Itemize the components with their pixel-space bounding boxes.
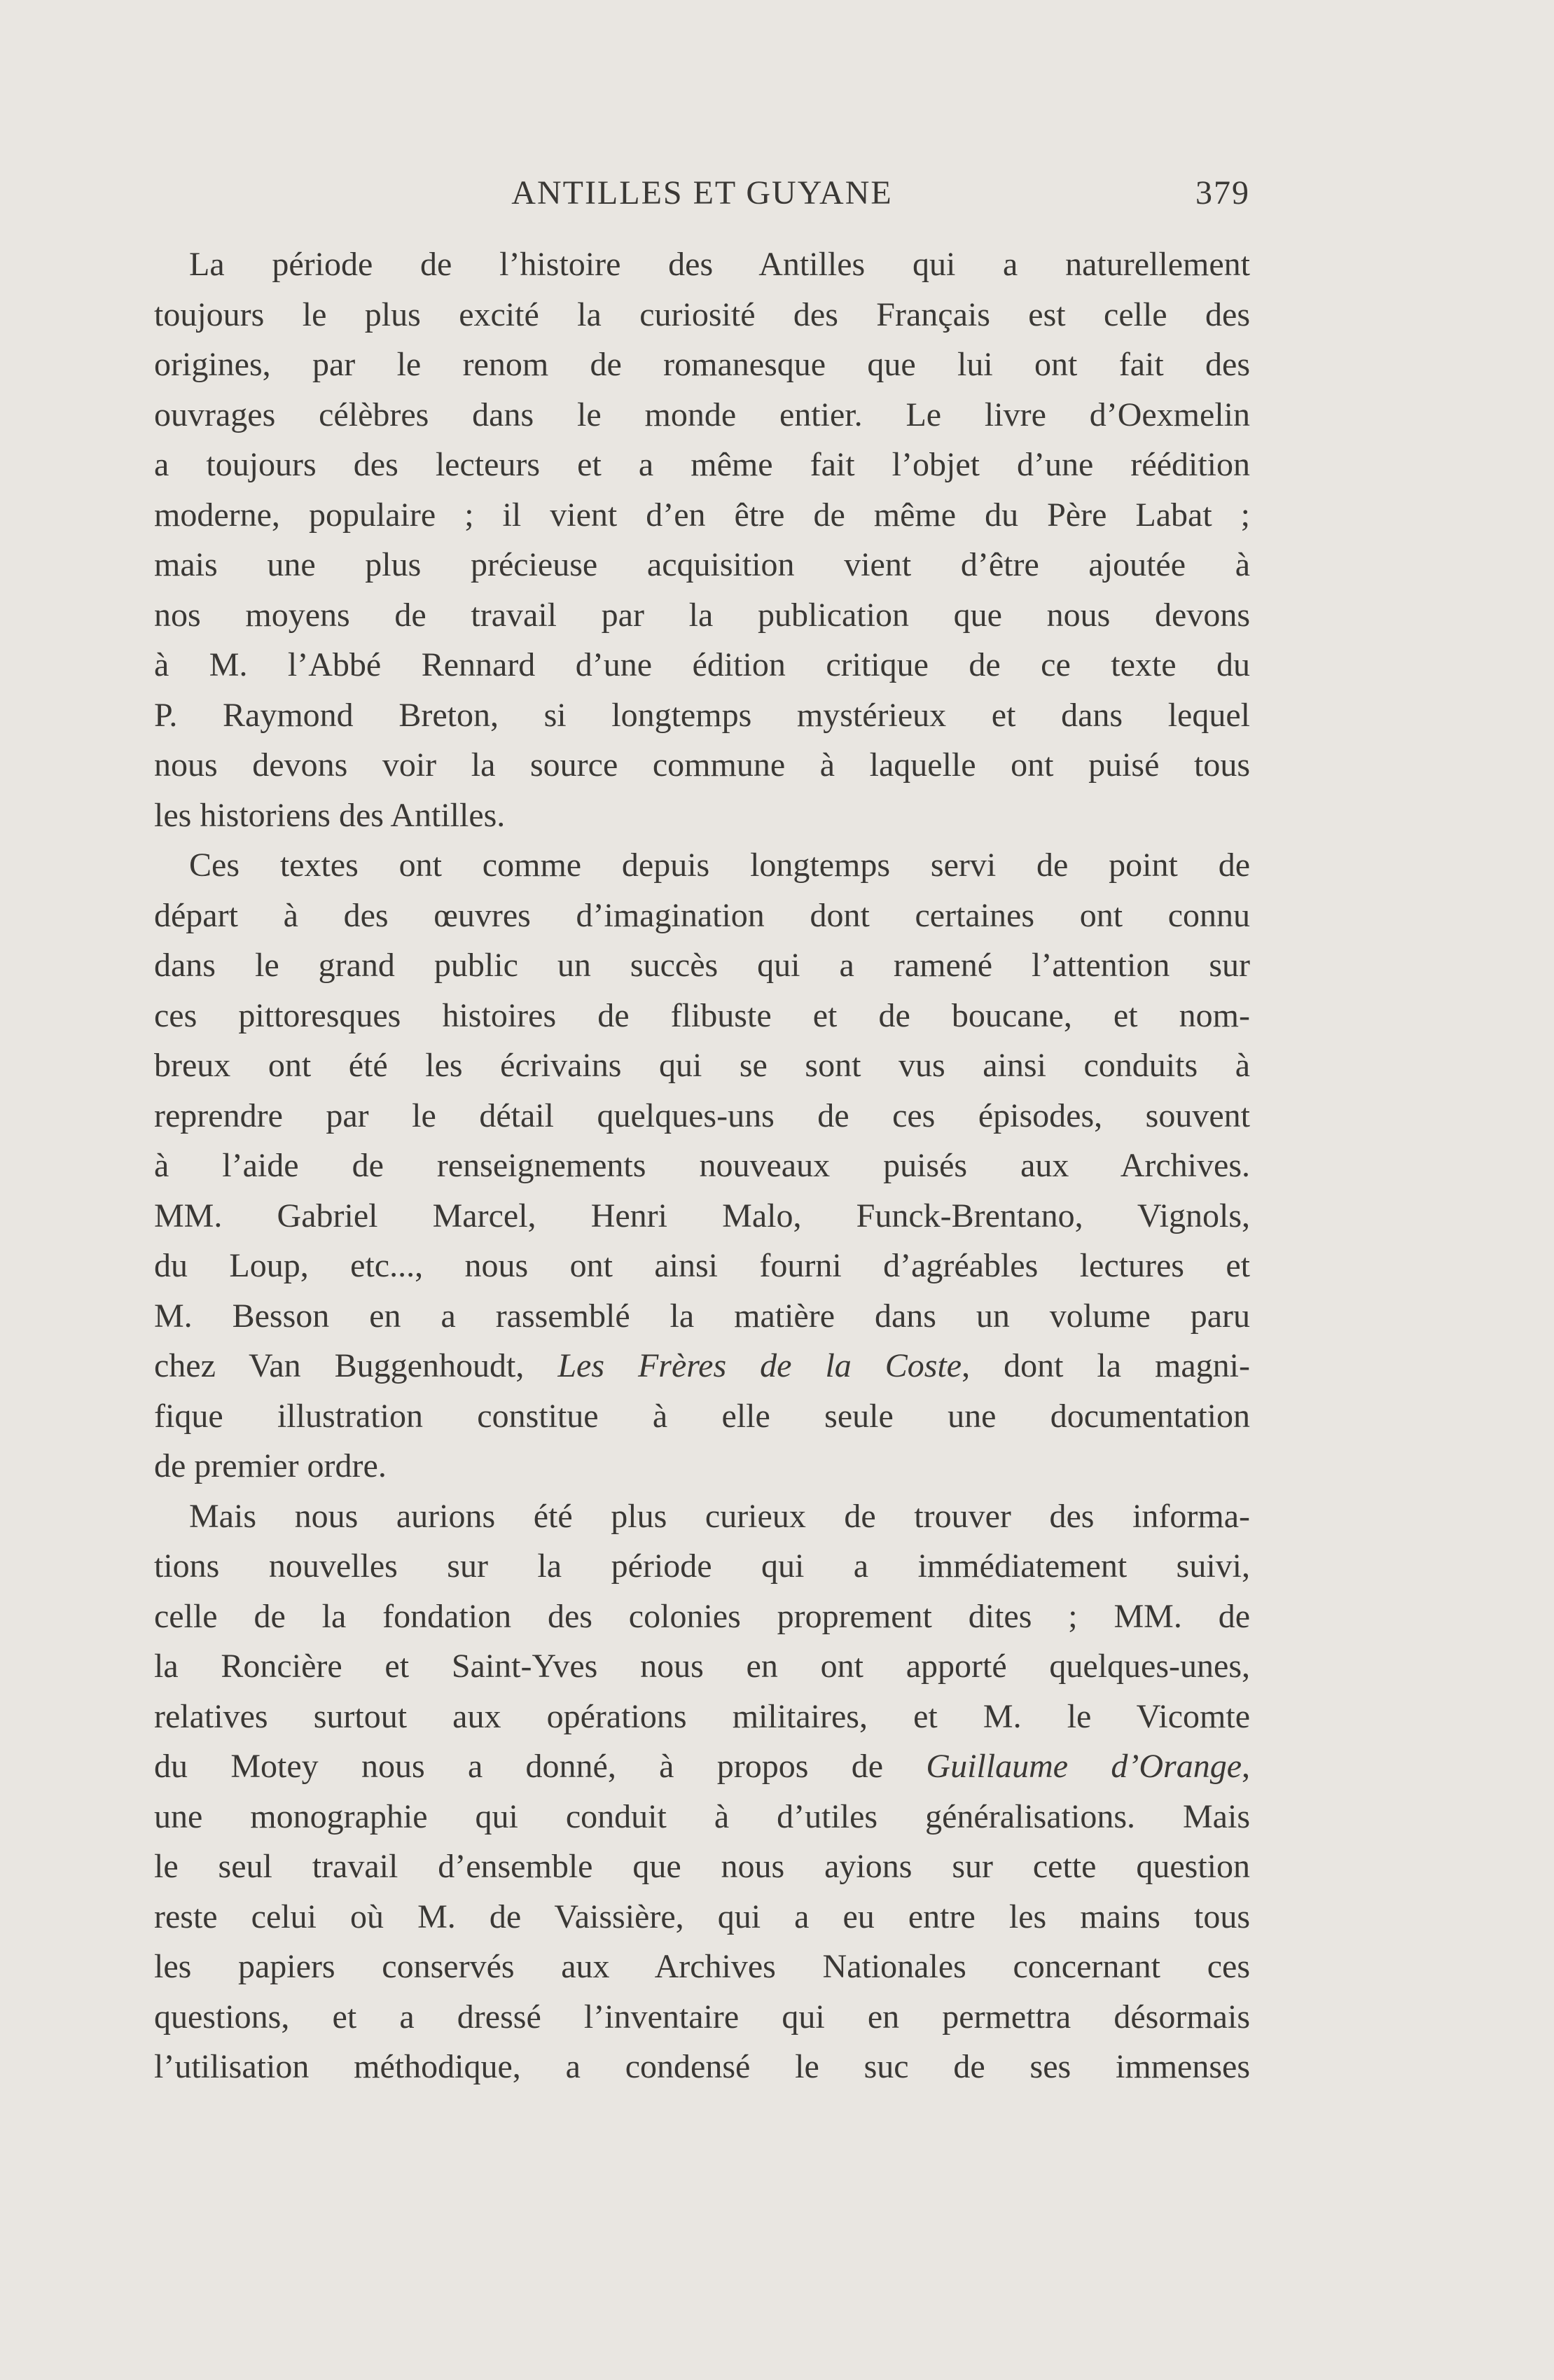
text-line: toujours le plus excité la curiosité des Français est celle des bbox=[154, 295, 1250, 333]
text-line: P. Raymond Breton, si longtemps mystérieux et dans lequel bbox=[154, 696, 1250, 734]
body-text bbox=[154, 239, 1250, 2092]
book-title: Guillaume d’Orange bbox=[926, 1748, 1242, 1785]
text-line: a toujours des lecteurs et a même fait l’objet d’une réédition bbox=[154, 446, 1250, 483]
text-line: reste celui où M. de Vaissière, qui a eu entre les mains tous bbox=[154, 1898, 1250, 1935]
text-line: à M. l’Abbé Rennard d’une édition critique de ce texte du bbox=[154, 646, 1250, 683]
text-line: ces pittoresques histoires de flibuste et de boucane, et nom- bbox=[154, 996, 1250, 1034]
text-line: reprendre par le détail quelques-uns de ces épisodes, souvent bbox=[154, 1097, 1250, 1134]
text-line: La période de l’histoire des Antilles qui a naturellement bbox=[189, 246, 1250, 283]
text-line: mais une plus précieuse acquisition vient d’être ajoutée à bbox=[154, 546, 1250, 583]
text-line: Ces textes ont comme depuis longtemps servi de point de bbox=[189, 847, 1250, 884]
running-title: ANTILLES ET GUYANE bbox=[511, 174, 893, 211]
paragraph-3 bbox=[154, 1491, 1250, 2092]
text-line: moderne, populaire ; il vient d’en être de même du Père Labat ; bbox=[154, 496, 1250, 534]
text-run: , bbox=[1242, 1748, 1250, 1785]
text-line: l’utilisation méthodique, a condensé le suc de ses immenses bbox=[154, 2048, 1250, 2085]
text-line: M. Besson en a rassemblé la matière dans un volume paru bbox=[154, 1297, 1250, 1335]
text-line: le seul travail d’ensemble que nous ayions sur cette question bbox=[154, 1848, 1250, 1885]
text-line: de premier ordre. bbox=[154, 1447, 387, 1484]
text-line: Mais nous aurions été plus curieux de trouver des informa- bbox=[189, 1497, 1250, 1535]
text-run: chez Van Buggenhoudt, bbox=[154, 1347, 558, 1384]
text-line: dans le grand public un succès qui a ramené l’attention sur bbox=[154, 947, 1250, 984]
text-line: ouvrages célèbres dans le monde entier. Le livre d’Oexmelin bbox=[154, 396, 1250, 433]
paragraph-2 bbox=[154, 840, 1250, 1491]
text-line: à l’aide de renseignements nouveaux puisés aux Archives. bbox=[154, 1147, 1250, 1184]
text-line: du Loup, etc..., nous ont ainsi fourni d’agréables lectures et bbox=[154, 1247, 1250, 1284]
text-line: nous devons voir la source commune à laquelle ont puisé tous bbox=[154, 746, 1250, 784]
text-line: origines, par le renom de romanesque que lui ont fait des bbox=[154, 346, 1250, 383]
text-line: les historiens des Antilles. bbox=[154, 796, 506, 834]
text-line: départ à des œuvres d’imagination dont certaines ont connu bbox=[154, 896, 1250, 934]
text-line: celle de la fondation des colonies proprement dites ; MM. de bbox=[154, 1597, 1250, 1635]
text-line: nos moyens de travail par la publication que nous devons bbox=[154, 596, 1250, 634]
text-line-with-title bbox=[154, 1341, 1250, 1391]
text-run: , dont la magni- bbox=[962, 1347, 1250, 1384]
text-run: du Motey nous a donné, à propos de bbox=[154, 1748, 927, 1785]
page-header bbox=[154, 168, 1250, 217]
text-line: les papiers conservés aux Archives Nationales concernant ces bbox=[154, 1948, 1250, 1985]
book-title: Les Frères de la Coste bbox=[557, 1347, 962, 1384]
text-line: tions nouvelles sur la période qui a immédiatement suivi, bbox=[154, 1547, 1250, 1585]
text-line: la Roncière et Saint-Yves nous en ont apporté quelques-unes, bbox=[154, 1648, 1250, 1685]
text-line-with-title bbox=[154, 1741, 1250, 1792]
page-number: 379 bbox=[1195, 174, 1250, 211]
text-line: MM. Gabriel Marcel, Henri Malo, Funck-Brentano, Vignols, bbox=[154, 1197, 1250, 1234]
text-line: fique illustration constitue à elle seule une documentation bbox=[154, 1397, 1250, 1435]
paragraph-1 bbox=[154, 239, 1250, 840]
text-line: questions, et a dressé l’inventaire qui en permettra désormais bbox=[154, 1998, 1250, 2035]
text-line: relatives surtout aux opérations militaires, et M. le Vicomte bbox=[154, 1697, 1250, 1735]
text-line: une monographie qui conduit à d’utiles généralisations. Mais bbox=[154, 1797, 1250, 1835]
text-line: breux ont été les écrivains qui se sont vus ainsi conduits à bbox=[154, 1047, 1250, 1084]
